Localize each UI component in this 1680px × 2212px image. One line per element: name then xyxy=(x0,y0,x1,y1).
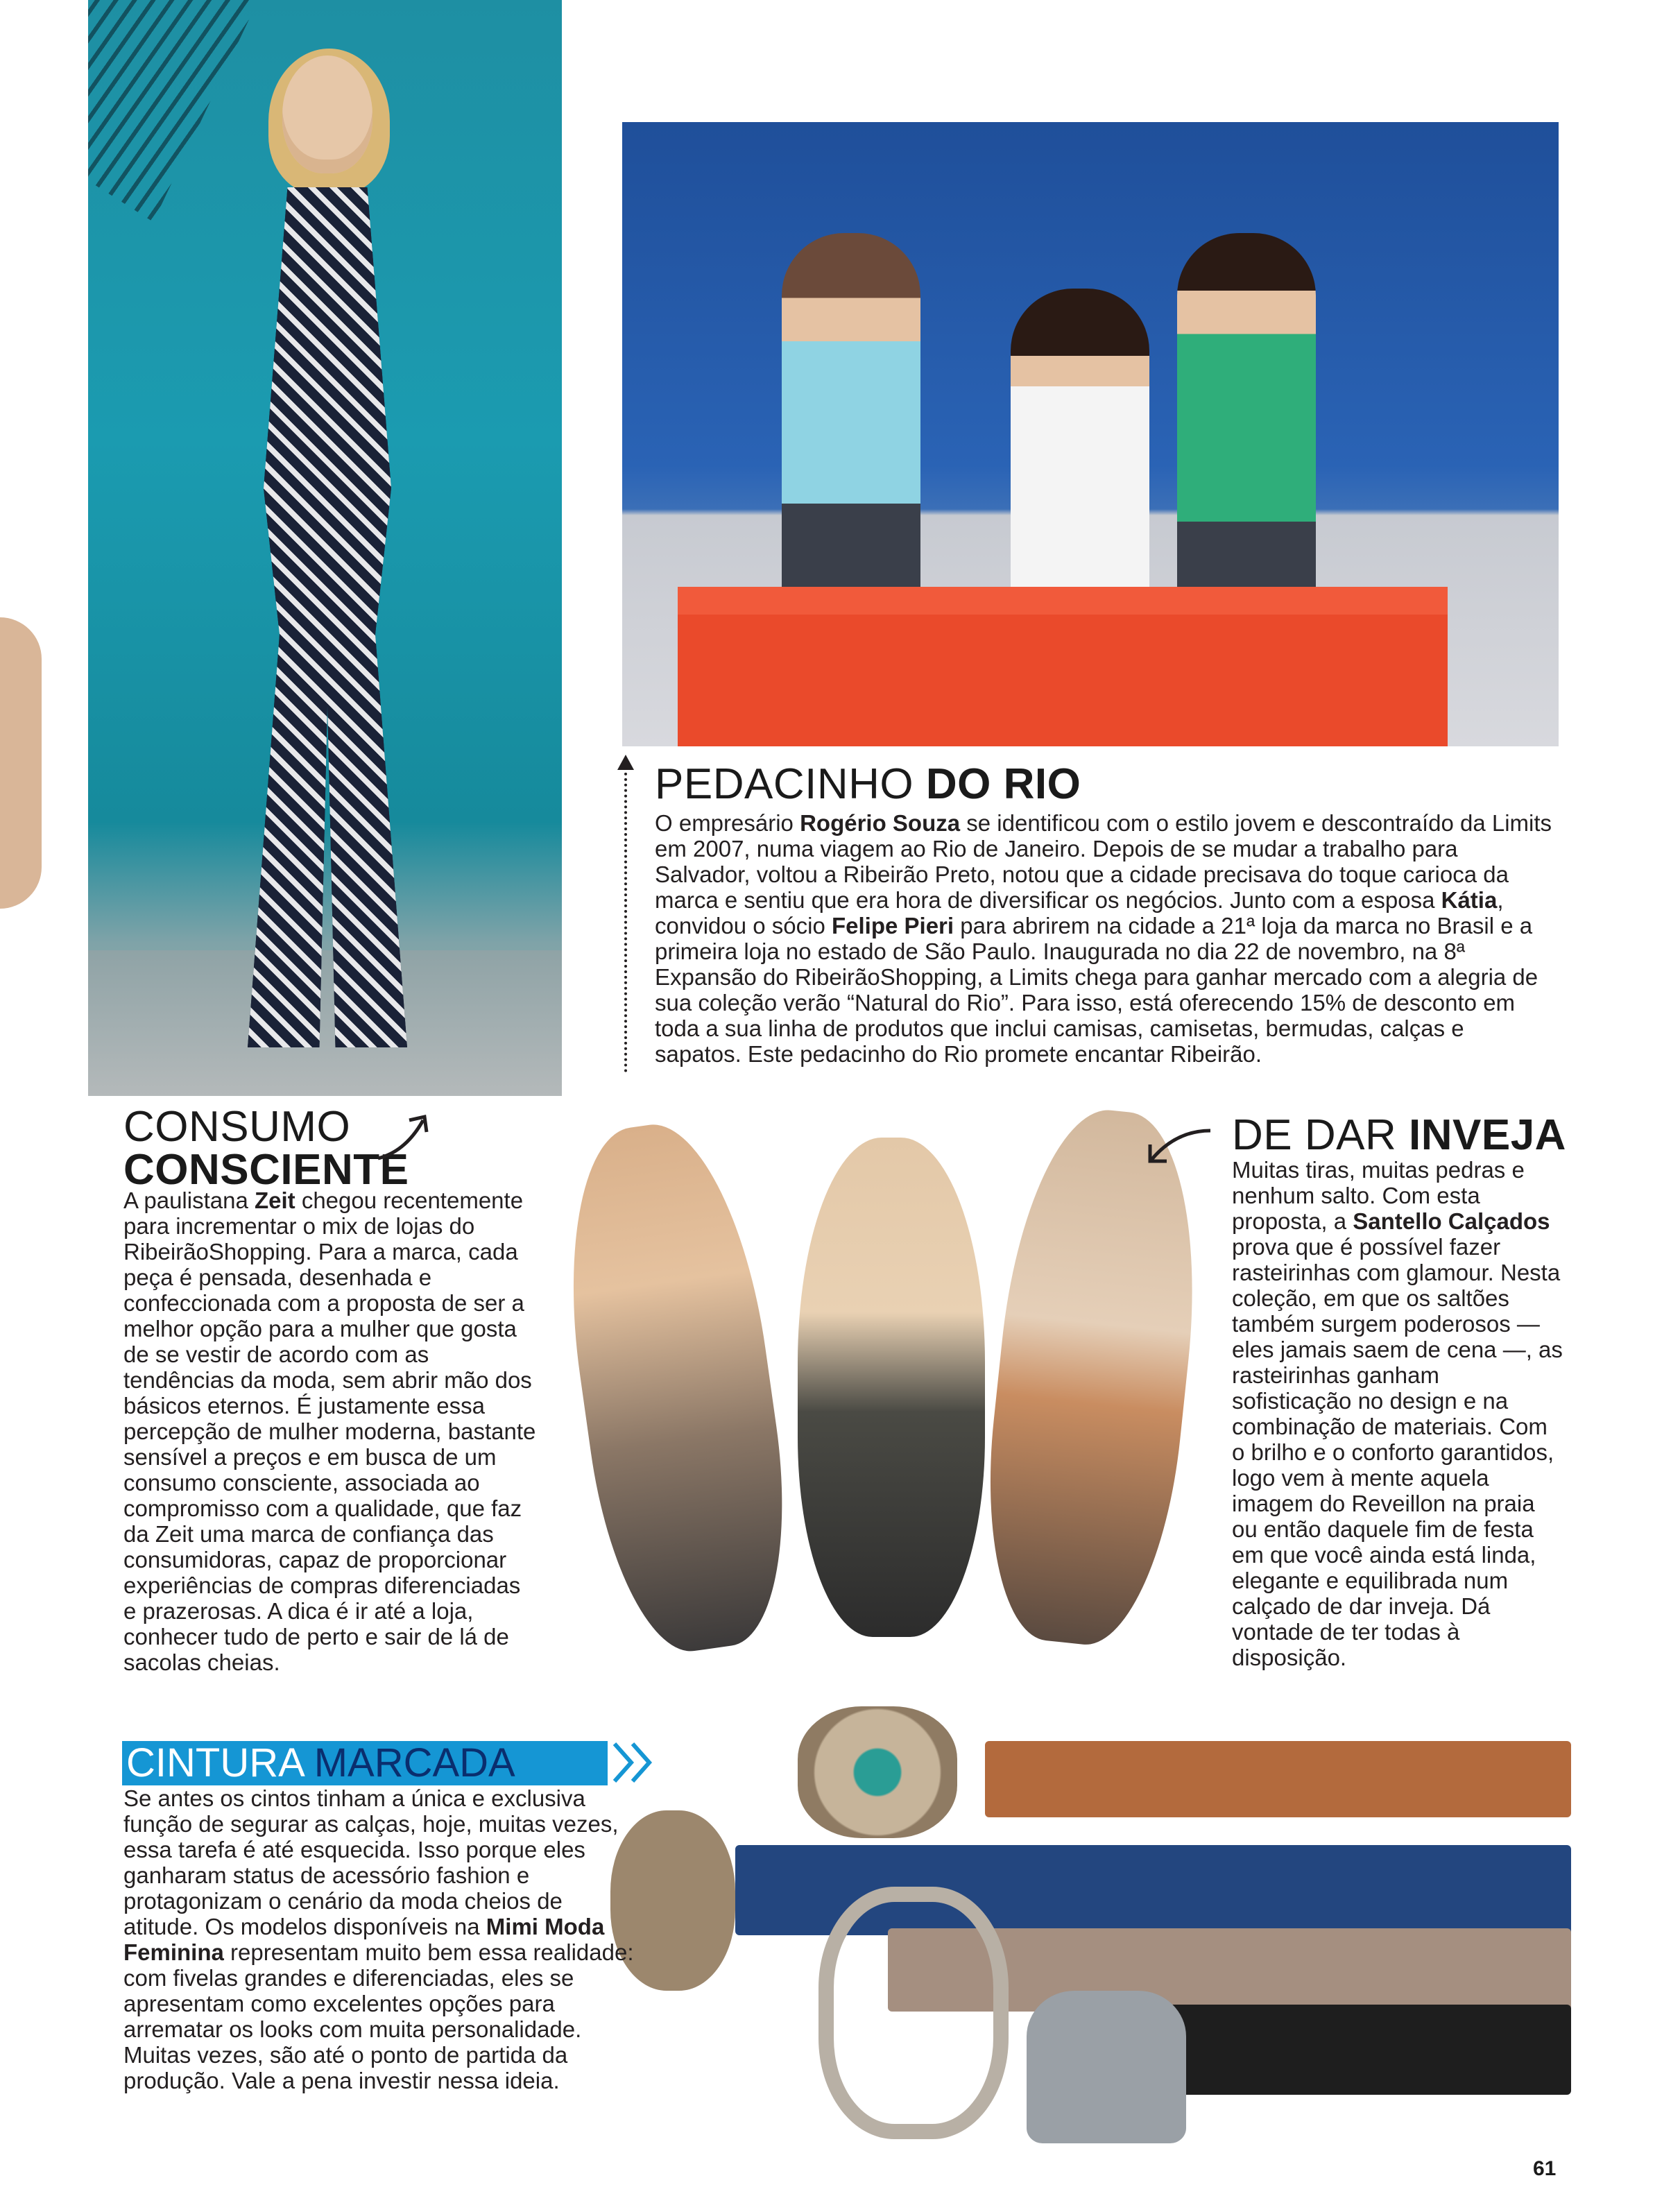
belts-photo xyxy=(610,1706,1571,2150)
palm-leaf-shadow xyxy=(88,0,262,222)
page-number: 61 xyxy=(1533,2157,1557,2180)
rio-body xyxy=(655,810,1557,1067)
model-photo xyxy=(88,0,562,1096)
body-run: para abrirem na cidade a 21ª loja da marca no Brasil e a primeira loja no estado de São Paulo. Inaugurada no dia 22 de novembro, na 8ª Expansão do RibeirãoShopping, a Limits chega para ganhar mercado com a alegria de sua coleção verão “Natural do Rio”. Para isso, está oferecendo 15% de desconto em toda a sua linha de produtos que inclui camisas, camisetas, bermudas, calças e sapatos. Este pedacinho do Rio promete encantar Ribeirão. xyxy=(655,913,1538,1067)
person-rogerio xyxy=(782,233,920,594)
model-figure xyxy=(241,55,407,1054)
body-run: prova que é possível fazer rasteirinhas com glamour. Nesta coleção, em que os saltões também surgem poderosos — eles jamais saem de cena —, as rasteirinhas ganham sofisticação no design e na combinação de materiais. Com o brilho e o conforto garantidos, logo vem à mente aquela imagem do Reveillon na praia ou então daquele fim de festa em que você ainda está linda, elegante e equilibrada num calçado de dar inveja. Dá vontade de ter todas à disposição. xyxy=(1232,1234,1563,1670)
highlighted-name: Felipe Pieri xyxy=(832,913,954,938)
body-run: chegou recentemente para incrementar o mix de lojas do RibeirãoShopping. Para a marca, cada peça é pensada, desenhada e confeccionada com a proposta de ser a melhor opção para a mulher que gosta de se vestir de acordo com as tendências da moda, sem abrir mão dos básicos eternos. É justamente essa percepção de mulher moderna, bastante sensível a preços e em busca de um consumo consciente, associada ao compromisso com a qualidade, que faz da Zeit uma marca de confiança das consumidoras, capaz de proporcionar experiências de compras diferenciadas e prazerosas. A dica é ir até a loja, conhecer tudo de perto e sair de lá de sacolas cheias. xyxy=(123,1188,536,1675)
consumo-body xyxy=(123,1188,536,1675)
cintura-body xyxy=(123,1785,637,2093)
sandal-dark xyxy=(798,1138,985,1637)
rio-title: PEDACINHO DO RIO xyxy=(655,760,1081,808)
highlighted-name: Mimi Moda Feminina xyxy=(123,1914,605,1965)
rhinestone-buckle xyxy=(818,1887,1009,2139)
consumo-title: CONSUMO CONSCIENTE xyxy=(123,1103,409,1194)
double-chevron-icon xyxy=(610,1740,659,1785)
red-display-table xyxy=(678,587,1448,746)
curved-arrow-icon xyxy=(1138,1118,1214,1174)
highlighted-name: Kátia xyxy=(1441,887,1498,913)
inveja-body xyxy=(1232,1157,1563,1670)
ornate-buckle-turquoise xyxy=(798,1706,957,1838)
curved-arrow-icon xyxy=(375,1110,437,1165)
cropped-edge-photo xyxy=(0,617,42,909)
highlighted-name: Santello Calçados xyxy=(1353,1208,1550,1234)
body-run: representam muito bem essa realidade: com fivelas grandes e diferenciadas, eles se apresentam como excelentes opções para arrematar os looks com muita personalidade. Muitas vezes, são até o ponto de partida da produção. Vale a pena investir nessa ideia. xyxy=(123,1939,634,2093)
printed-jumpsuit xyxy=(248,187,407,1047)
cintura-title: CINTURA MARCADA xyxy=(126,1740,515,1785)
inveja-title: DE DAR INVEJA xyxy=(1232,1111,1566,1159)
crown-buckle xyxy=(1027,1991,1186,2143)
highlighted-name: Rogério Souza xyxy=(800,810,961,836)
body-run: se identificou com o estilo jovem e descontraído da Limits em 2007, numa viagem ao Rio de Janeiro. Depois de se mudar a trabalho para Salvador, voltou a Ribeirão Preto, notou que a cidade precisava do toque carioca da marca e sentiu que era hora de diversificar os negócios. Junto com a esposa xyxy=(655,810,1552,913)
body-run: O empresário xyxy=(655,810,800,836)
body-run: A paulistana xyxy=(123,1188,255,1213)
model-face xyxy=(282,55,372,173)
sandal-rose xyxy=(971,1101,1213,1652)
person-katia xyxy=(1011,289,1149,594)
body-run: , convidou o sócio xyxy=(655,887,1504,938)
body-run: Muitas tiras, muitas pedras e nenhum salto. Com esta proposta, a xyxy=(1232,1157,1525,1234)
belt-brown xyxy=(985,1741,1571,1817)
dotted-rule xyxy=(624,767,627,1072)
store-photo xyxy=(622,122,1559,746)
person-felipe xyxy=(1177,233,1316,594)
sandal-gold xyxy=(547,1113,805,1661)
sandals-photo xyxy=(541,1096,1224,1665)
highlighted-name: Zeit xyxy=(254,1188,295,1213)
body-run: Se antes os cintos tinham a única e exclusiva função de segurar as calças, hoje, muitas vezes, essa tarefa é até esquecida. Isso porque eles ganharam status de acessório fashion e protagonizam o cenário da moda cheios de atitude. Os modelos disponíveis na xyxy=(123,1785,619,1939)
